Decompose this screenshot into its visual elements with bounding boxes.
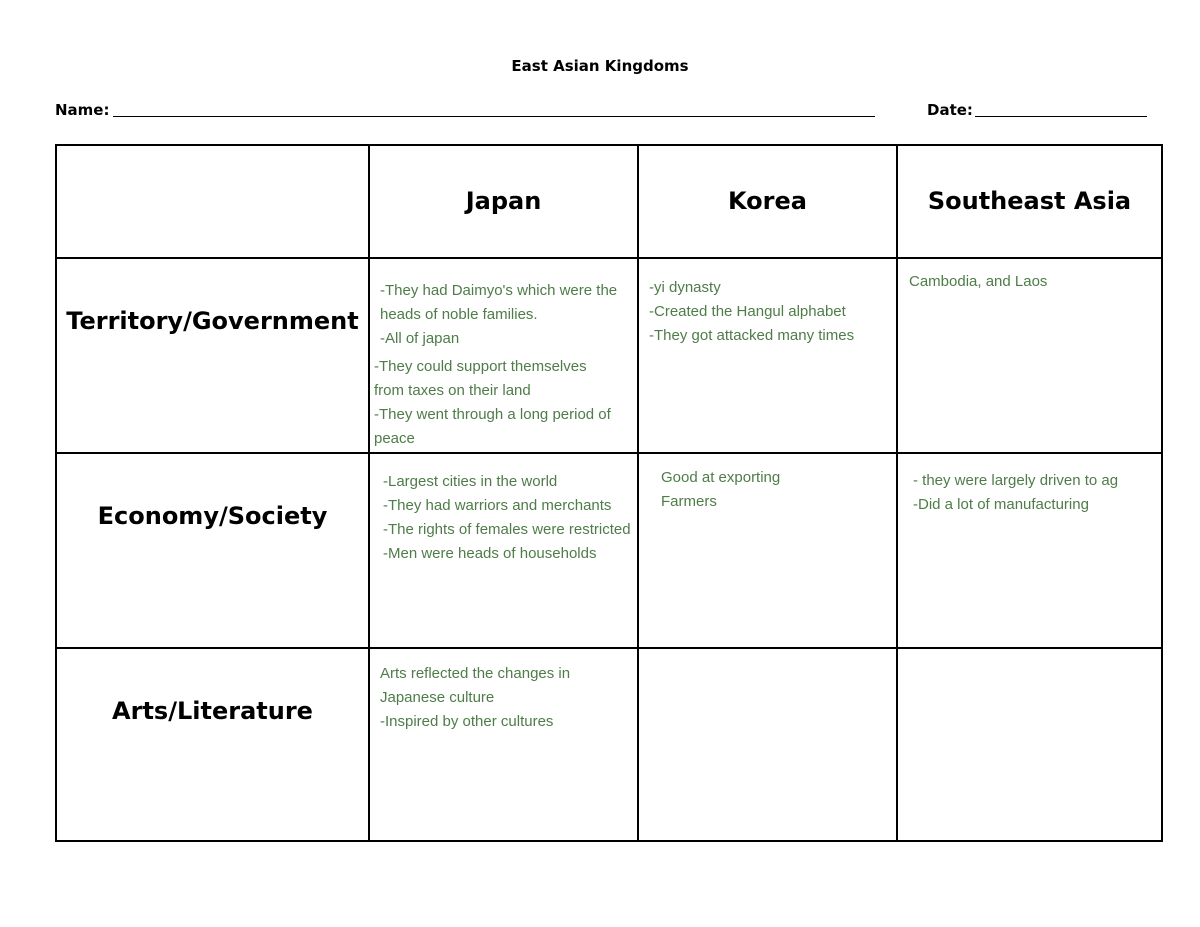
note-line: -Inspired by other cultures [380,713,554,730]
date-line[interactable] [975,116,1147,117]
note-line: -Largest cities in the world [383,473,558,490]
name-line[interactable] [113,116,875,117]
column-header-southeast-asia: Southeast Asia [927,186,1132,215]
date-label: Date: [927,101,973,119]
note-line: Japanese culture [380,689,495,706]
note-line: from taxes on their land [374,382,531,399]
row-header-economy-society: Economy/Society [97,502,328,530]
cell-korea-government-notes[interactable] [649,276,854,348]
kingdoms-table [55,144,1163,842]
note-line: -They could support themselves [374,358,587,375]
note-line: -yi dynasty [649,279,721,296]
cell-korea-economy-notes[interactable] [661,466,780,514]
cell-sea-arts-notes[interactable] [909,662,1154,832]
name-label: Name: [55,101,110,119]
note-line: -All of japan [380,330,460,347]
table-border [55,840,1163,842]
cell-japan-arts-notes[interactable] [380,662,570,734]
note-line: -The rights of females were restricted [383,521,631,538]
row-header-territory-government: Territory/Government [66,307,359,335]
note-line: Arts reflected the changes in [380,665,571,682]
column-header-japan: Japan [465,186,542,215]
note-line: -Did a lot of manufacturing [913,496,1089,513]
note-line: -They had warriors and merchants [383,497,612,514]
note-line: -They went through a long period of [374,406,611,423]
note-line: - they were largely driven to ag [913,472,1119,489]
cell-korea-arts-notes[interactable] [649,662,889,832]
note-line: Good at exporting [661,469,781,486]
column-header-korea: Korea [728,186,807,215]
note-line: heads of noble families. [380,306,538,323]
row-header-arts-literature: Arts/Literature [112,697,313,725]
note-line: -They got attacked many times [649,327,855,344]
cell-japan-economy-notes[interactable] [383,470,631,566]
note-line: -Created the Hangul alphabet [649,303,846,320]
cell-sea-economy-notes[interactable] [913,469,1118,517]
note-line: peace [374,430,415,447]
note-line: Farmers [661,493,717,510]
note-line: -Men were heads of households [383,545,597,562]
page-title: East Asian Kingdoms [511,57,689,75]
cell-japan-government-notes-extra[interactable] [374,355,611,451]
cell-sea-government-notes[interactable] [909,270,1047,294]
table-border [1161,144,1163,842]
note-line: -They had Daimyo's which were the [380,282,618,299]
note-line: Cambodia, and Laos [909,273,1048,290]
cell-japan-government-notes[interactable] [380,279,617,351]
